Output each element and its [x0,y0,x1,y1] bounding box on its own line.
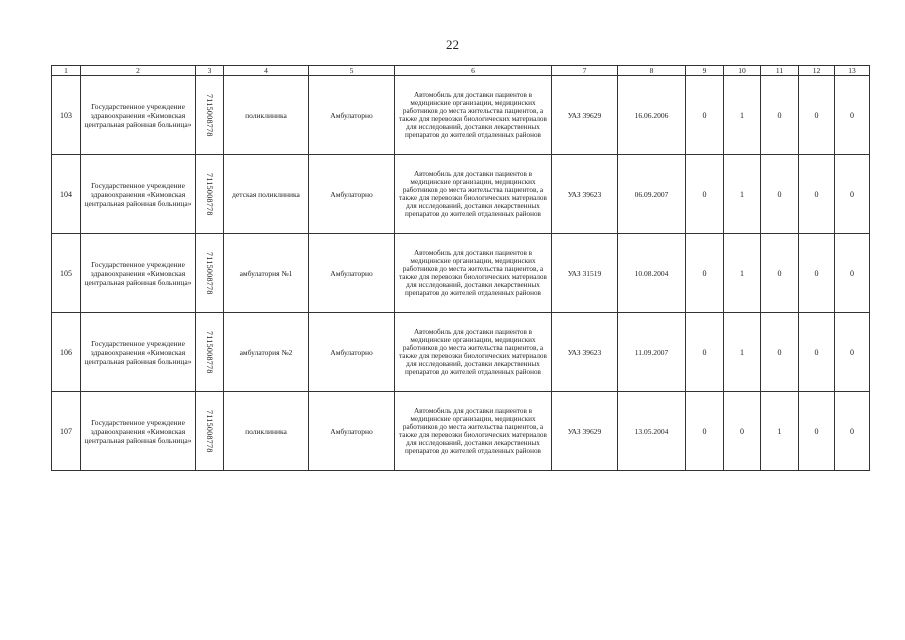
col-10-value: 1 [724,76,761,155]
org-name: Государственное учреждение здравоохранения «Кимовская центральная районная больница» [81,392,196,471]
col-13-value: 0 [835,313,870,392]
vehicle-purpose: Автомобиль для доставки пациентов в медицинские организации, медицинских работников до места жительства пациентов, а также для перевозки биологических материалов для исследований, доставки лекарственных препаратов до жителей отдаленных районов [395,234,552,313]
care-type: Амбулаторно [309,155,395,234]
inn-value: 7115008778 [205,330,214,374]
row-number: 104 [52,155,81,234]
issue-date: 16.06.2006 [618,76,686,155]
table-row [52,155,870,234]
header-cell: 12 [799,66,835,76]
col-13-value: 0 [835,76,870,155]
header-cell: 9 [686,66,724,76]
table-row [52,234,870,313]
row-number: 105 [52,234,81,313]
header-cell: 4 [224,66,309,76]
vehicle-purpose: Автомобиль для доставки пациентов в медицинские организации, медицинских работников до места жительства пациентов, а также для перевозки биологических материалов для исследований, доставки лекарственных препаратов до жителей отдаленных районов [395,76,552,155]
col-10-value: 1 [724,234,761,313]
col-11-value: 1 [761,392,799,471]
inn-value: 7115008778 [205,251,214,295]
col-11-value: 0 [761,234,799,313]
vehicle-model: УАЗ 39629 [552,76,618,155]
inn-value: 7115008778 [205,93,214,137]
col-9-value: 0 [686,234,724,313]
header-cell: 11 [761,66,799,76]
col-10-value: 0 [724,392,761,471]
vehicle-purpose: Автомобиль для доставки пациентов в медицинские организации, медицинских работников до места жительства пациентов, а также для перевозки биологических материалов для исследований, доставки лекарственных препаратов до жителей отдаленных районов [395,313,552,392]
issue-date: 06.09.2007 [618,155,686,234]
division: амбулатория №1 [224,234,309,313]
org-name: Государственное учреждение здравоохранения «Кимовская центральная районная больница» [81,76,196,155]
col-10-value: 1 [724,155,761,234]
vehicle-purpose: Автомобиль для доставки пациентов в медицинские организации, медицинских работников до места жительства пациентов, а также для перевозки биологических материалов для исследований, доставки лекарственных препаратов до жителей отдаленных районов [395,392,552,471]
division: детская поликлиника [224,155,309,234]
row-number: 106 [52,313,81,392]
col-11-value: 0 [761,76,799,155]
care-type: Амбулаторно [309,234,395,313]
division: амбулатория №2 [224,313,309,392]
row-number: 103 [52,76,81,155]
inn-cell [196,155,224,234]
table-row [52,76,870,155]
inn-cell [196,76,224,155]
division: поликлиника [224,76,309,155]
col-11-value: 0 [761,313,799,392]
header-cell: 1 [52,66,81,76]
org-name: Государственное учреждение здравоохранения «Кимовская центральная районная больница» [81,234,196,313]
col-11-value: 0 [761,155,799,234]
col-13-value: 0 [835,155,870,234]
col-10-value: 1 [724,313,761,392]
header-cell: 7 [552,66,618,76]
col-9-value: 0 [686,392,724,471]
care-type: Амбулаторно [309,76,395,155]
care-type: Амбулаторно [309,392,395,471]
org-name: Государственное учреждение здравоохранения «Кимовская центральная районная больница» [81,313,196,392]
issue-date: 11.09.2007 [618,313,686,392]
header-cell: 2 [81,66,196,76]
col-12-value: 0 [799,392,835,471]
header-cell: 13 [835,66,870,76]
col-13-value: 0 [835,392,870,471]
header-cell: 5 [309,66,395,76]
header-cell: 6 [395,66,552,76]
col-9-value: 0 [686,313,724,392]
vehicle-model: УАЗ 39623 [552,313,618,392]
vehicle-model: УАЗ 39623 [552,155,618,234]
col-13-value: 0 [835,234,870,313]
inn-value: 7115008778 [205,172,214,216]
col-9-value: 0 [686,155,724,234]
care-type: Амбулаторно [309,313,395,392]
table-row [52,313,870,392]
inn-cell [196,234,224,313]
issue-date: 13.05.2004 [618,392,686,471]
header-row [52,66,870,76]
vehicle-model: УАЗ 39629 [552,392,618,471]
inn-cell [196,392,224,471]
inn-value: 7115008778 [205,409,214,453]
header-cell: 10 [724,66,761,76]
col-12-value: 0 [799,234,835,313]
col-9-value: 0 [686,76,724,155]
division: поликлиника [224,392,309,471]
header-cell: 3 [196,66,224,76]
col-12-value: 0 [799,313,835,392]
table-row [52,392,870,471]
col-12-value: 0 [799,76,835,155]
vehicle-table [51,65,870,471]
issue-date: 10.08.2004 [618,234,686,313]
page-number: 22 [446,37,459,52]
vehicle-purpose: Автомобиль для доставки пациентов в медицинские организации, медицинских работников до места жительства пациентов, а также для перевозки биологических материалов для исследований, доставки лекарственных препаратов до жителей отдаленных районов [395,155,552,234]
row-number: 107 [52,392,81,471]
header-cell: 8 [618,66,686,76]
inn-cell [196,313,224,392]
org-name: Государственное учреждение здравоохранения «Кимовская центральная районная больница» [81,155,196,234]
vehicle-model: УАЗ 31519 [552,234,618,313]
col-12-value: 0 [799,155,835,234]
